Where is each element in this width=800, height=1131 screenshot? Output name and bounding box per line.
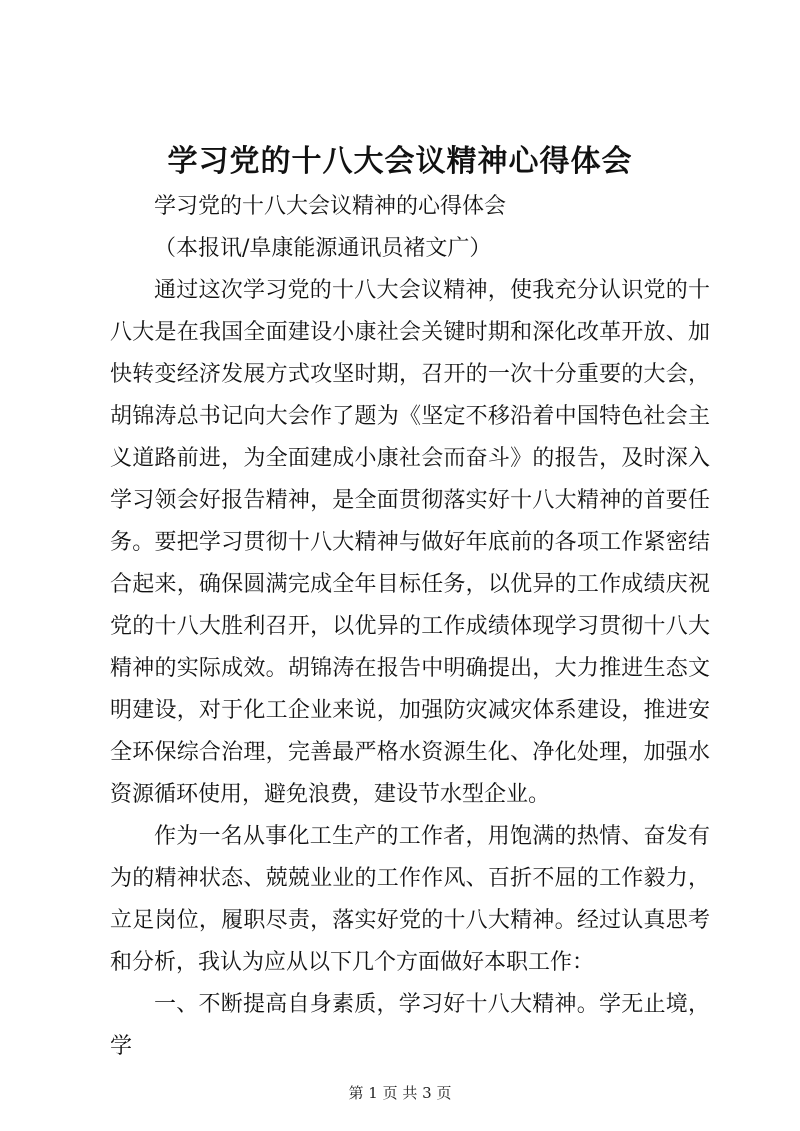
page-number-label: 第 1 页 共 3 页: [348, 1084, 452, 1102]
paragraph-2: 作为一名从事化工生产的工作者，用饱满的热情、奋发有为的精神状态、兢兢业业的工作作风、百折不屈的工作毅力，立足岗位，履职尽责，落实好党的十八大精神。经过认真思考和分析，我认为应从以下几个方面做好本职工作：: [110, 824, 710, 975]
document-title: 学习党的十八大会议精神心得体会: [167, 144, 633, 179]
paragraph-3: 一、不断提高自身素质，学习好十八大精神。学无止境，学: [110, 992, 710, 1059]
paragraph-1: 通过这次学习党的十八大会议精神，使我充分认识党的十八大是在我国全面建设小康社会关键时期和深化改革开放、加快转变经济发展方式攻坚时期，召开的一次十分重要的大会，胡锦涛总书记向大会作了题为《坚定不移沿着中国特色社会主义道路前进，为全面建成小康社会而奋斗》的报告，及时深入学习领会好报告精神，是全面贯彻落实好十八大精神的首要任务。要把学习贯彻十八大精神与做好年底前的各项工作紧密结合起来，确保圆满完成全年目标任务，以优异的工作成绩庆祝党的十八大胜利召开，以优异的工作成绩体现学习贯彻十八大精神的实际成效。胡锦涛在报告中明确提出，大力推进生态文明建设，对于化工企业来说，加强防灾减灾体系建设，推进安全环保综合治理，完善最严格水资源生化、净化处理，加强水资源循环使用，避免浪费，建设节水型企业。: [110, 278, 710, 807]
document-subtitle: 学习党的十八大会议精神的心得体会: [154, 194, 507, 219]
page-footer: [0, 1082, 800, 1103]
document-body: [110, 186, 710, 1068]
document-byline: （本报讯/阜康能源通讯员褚文广）: [154, 236, 492, 261]
